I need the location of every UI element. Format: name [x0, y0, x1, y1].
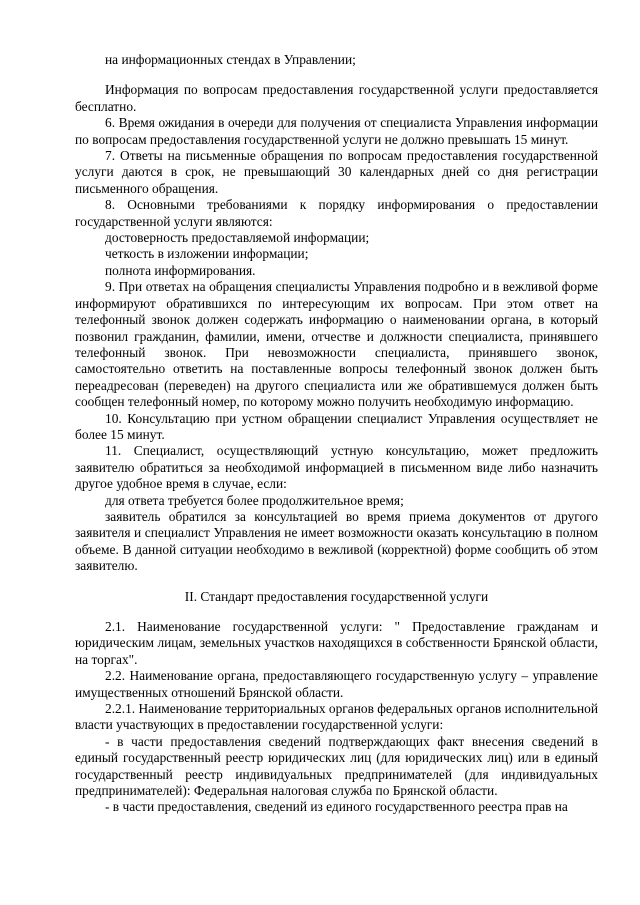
- section-heading: II. Стандарт предоставления государственной услуги: [184, 588, 489, 604]
- paragraph-7-written-answers: 7. Ответы на письменные обращения по вопросам предоставления государственной услуги даются в срок, не превышающий 30 календарных дней со дня регистрации письменного обращения.: [75, 148, 598, 196]
- paragraph-9-phone-answers: 9. При ответах на обращения специалисты Управления подробно и в вежливой форме информируют обратившихся по интересующим их вопросам. При этом ответ на телефонный звонок должен содержать информацию о наименовании органа, в который позвонил гражданин, фамилии, имени, отчестве и должности специалиста, принявшего телефонный звонок. При невозможности специалиста, принявшего звонок, самостоятельно ответить на поставленные вопросы телефонный звонок должен быть переадресован (переведен) на другого специалиста или же обратившемуся должен быть сообщен телефонный номер, по которому можно получить необходимую информацию.: [75, 279, 598, 410]
- option-item-more-time: для ответа требуется более продолжительное время;: [105, 492, 404, 508]
- paragraph-10-consultation-time: 10. Консультацию при устном обращении специалист Управления осуществляет не более 15 минут.: [75, 410, 598, 442]
- requirement-item-reliability: достоверность предоставляемой информации;: [105, 230, 370, 246]
- paragraph-2-1-service-name: 2.1. Наименование государственной услуги: " Предоставление гражданам и юридическим лицам, земельных участков находящихся в собственности Брянской области, на торгах".: [75, 619, 598, 667]
- paragraph-2-2-providing-body: 2.2. Наименование органа, предоставляющего государственную услугу – управление имущественных отношений Брянской области.: [75, 668, 598, 700]
- paragraph-6-waiting-time: 6. Время ожидания в очереди для получения от специалиста Управления информации по вопросам предоставления государственной услуги не должно превышать 15 минут.: [75, 115, 598, 147]
- paragraph-8-requirements: 8. Основными требованиями к порядку информирования о предоставлении государственной услуги являются:: [75, 197, 598, 229]
- paragraph-11-consultation-options: 11. Специалист, осуществляющий устную консультацию, может предложить заявителю обратиться за необходимой информацией в письменном виде либо назначить другое удобное время в случае, если:: [75, 443, 598, 492]
- requirement-item-completeness: полнота информирования.: [105, 262, 256, 278]
- requirement-item-clarity: четкость в изложении информации;: [105, 246, 309, 262]
- paragraph-free-of-charge: Информация по вопросам предоставления государственной услуги предоставляется бесплатно.: [75, 82, 598, 114]
- list-item-rights-registry: - в части предоставления, сведений из единого государственного реестра прав на: [105, 799, 568, 815]
- paragraph-2-2-1-territorial-bodies: 2.2.1. Наименование территориальных органов федеральных органов исполнительной власти участвующих в предоставлении государственной услуги:: [75, 701, 598, 733]
- paragraph-info-stands: на информационных стендах в Управлении;: [105, 52, 356, 67]
- list-item-tax-service: - в части предоставления сведений подтверждающих факт внесения сведений в единый государственный реестр юридических лиц (для юридических лиц) или в единый государственный реестр индивидуальных предпринимателей (для индивидуальных предпринимателей): Федеральная налоговая служба по Брянской области.: [75, 733, 598, 799]
- option-item-busy-specialist: заявитель обратился за консультацией во время приема документов от другого заявителя и специалист Управления не имеет возможности оказать консультацию в полном объеме. В данной ситуации необходимо в вежливой (корректной) форме сообщить об этом заявителю.: [75, 508, 598, 574]
